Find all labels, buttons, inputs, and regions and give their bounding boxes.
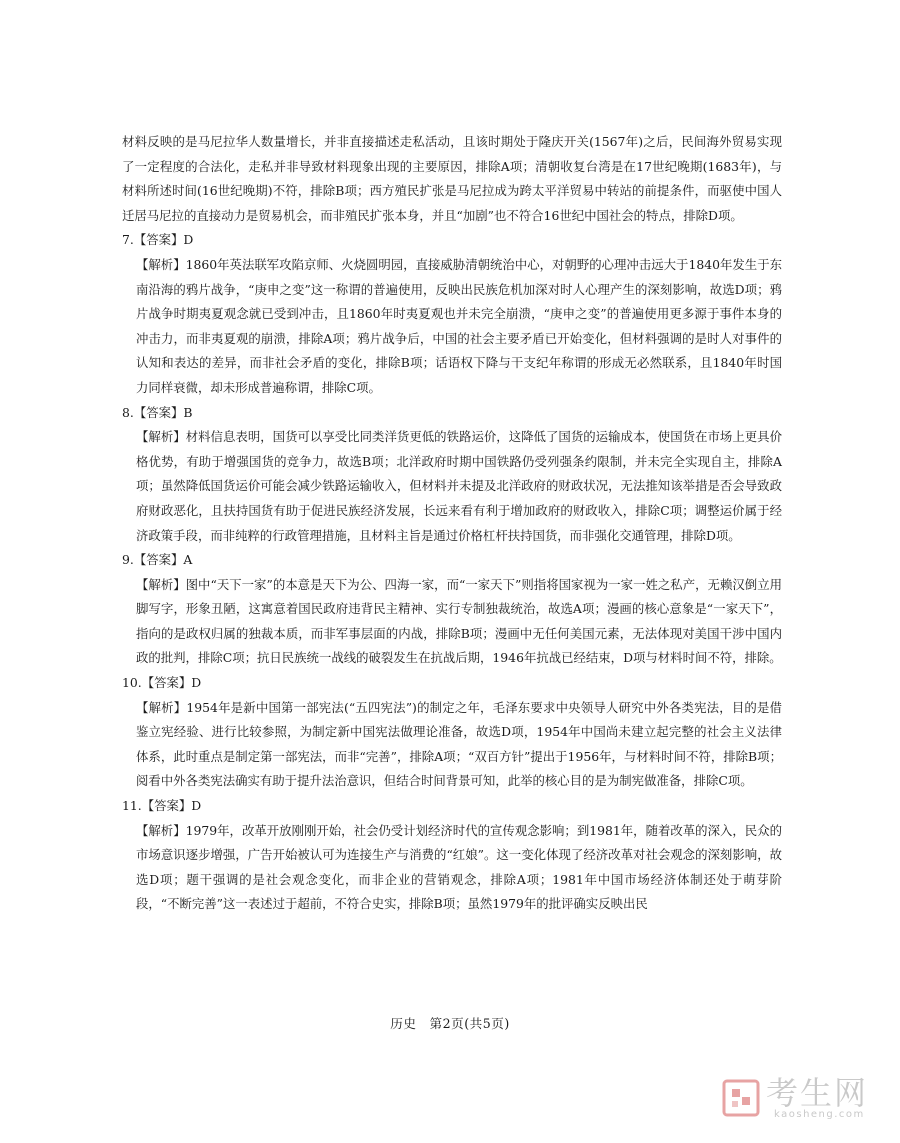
question-11 bbox=[122, 794, 782, 917]
watermark-url: kaosheng.com bbox=[774, 1109, 865, 1120]
question-10 bbox=[122, 671, 782, 794]
analysis-paragraph: 【解析】材料信息表明，国货可以享受比同类洋货更低的铁路运价，这降低了国货的运输成本，使国货在市场上更具价格优势，有助于增强国货的竞争力，故选B项；北洋政府时期中国铁路仍受列强条约限制，并未完全实现自主，排除A项；虽然降低国货运价可能会减少铁路运输收入，但材料并未提及北洋政府的财政状况，无法推知该举措是否会导致政府财政恶化，且扶持国货有助于促进民族经济发展，长远来看有利于增加政府的财政收入，排除C项；调整运价属于经济政策手段，而非纯粹的行政管理措施，且材料主旨是通过价格杠杆扶持国货，而非强化交通管理，排除D项。 bbox=[136, 429, 782, 543]
intro-paragraph: 材料反映的是马尼拉华人数量增长，并非直接描述走私活动，且该时期处于隆庆开关(1567年)之后，民间海外贸易实现了一定程度的合法化，走私并非导致材料现象出现的主要原因，排除A项；清朝收复台湾是在17世纪晚期(1683年)，与材料所述时间(16世纪晚期)不符，排除B项；西方殖民扩张是马尼拉成为跨太平洋贸易中转站的前提条件，而驱使中国人迁居马尼拉的直接动力是贸易机会，而非殖民扩张本身，并且“加剧”也不符合16世纪中国社会的特点，排除D项。 bbox=[122, 134, 782, 223]
answer-line: 10.【答案】D bbox=[122, 675, 202, 691]
answer-line: 9.【答案】A bbox=[122, 552, 193, 568]
analysis-paragraph: 【解析】1979年，改革开放刚刚开始，社会仍受计划经济时代的宣传观念影响；到1981年，随着改革的深入，民众的市场意识逐步增强，广告开始被认可为连接生产与消费的“红娘”。这一变化体现了经济改革对社会观念的深刻影响，故选D项；题干强调的是社会观念变化，而非企业的营销观念，排除A项；1981年中国市场经济体制还处于萌芽阶段，“不断完善”这一表述过于超前，不符合史实，排除B项；虽然1979年的批评确实反映出民 bbox=[136, 822, 782, 912]
analysis-paragraph: 【解析】图中“天下一家”的本意是天下为公、四海一家，而“一家天下”则指将国家视为一家一姓之私产，无赖汉倒立用脚写字，形象丑陋，这寓意着国民政府违背民主精神、实行专制独裁统治，故选A项；漫画的核心意象是“一家天下”，指向的是政权归属的独裁本质，而非军事层面的内战，排除B项；漫画中无任何美国元素，无法体现对美国干涉中国内政的批判，排除C项；抗日民族统一战线的破裂发生在抗战后期，1946年抗战已经结束，D项与材料时间不符，排除。 bbox=[136, 576, 782, 666]
watermark bbox=[722, 1075, 882, 1125]
answer-line: 7.【答案】D bbox=[122, 232, 194, 248]
answer-line: 8.【答案】B bbox=[122, 404, 193, 420]
analysis-paragraph: 【解析】1954年是新中国第一部宪法(“五四宪法”)的制定之年，毛泽东要求中央领导人研究中外各类宪法，目的是借鉴立宪经验、进行比较参照，为制定新中国宪法做理论准备，故选D项，1954年中国尚未建立起完整的社会主义法律体系，此时重点是制定第一部宪法，而非“完善”，排除A项；“双百方针”提出于1956年，与材料时间不符，排除B项；阅看中外各类宪法确实有助于提升法治意识，但结合时间背景可知，此举的核心目的是为制宪做准备，排除C项。 bbox=[136, 699, 782, 789]
page-footer: 历史 第2页(共5页) bbox=[390, 1016, 510, 1031]
question-7 bbox=[122, 228, 782, 400]
analysis-paragraph: 【解析】1860年英法联军攻陷京师、火烧圆明园，直接威胁清朝统治中心，对朝野的心理冲击远大于1840年发生于东南沿海的鸦片战争，“庚申之变”这一称谓的普遍使用，反映出民族危机加深对时人心理产生的深刻影响，故选D项；鸦片战争时期夷夏观念就已受到冲击，且1860年时夷夏观也并未完全崩溃，“庚申之变”的普遍使用更多源于事件本身的冲击力，而非夷夏观的崩溃，排除A项；鸦片战争后，中国的社会主要矛盾已开始变化，但材料强调的是时人对事件的认知和表达的差异，而非社会矛盾的变化，排除B项；话语权下降与干支纪年称谓的形成无必然联系，且1840年时国力同样衰微，却未形成普遍称谓，排除C项。 bbox=[136, 256, 782, 395]
answer-line: 11.【答案】D bbox=[122, 798, 202, 814]
watermark-brand: 考生网 bbox=[766, 1074, 869, 1112]
question-9 bbox=[122, 548, 782, 671]
kaosheng-logo-icon bbox=[722, 1077, 760, 1119]
question-8 bbox=[122, 401, 782, 549]
document-body bbox=[122, 130, 782, 917]
